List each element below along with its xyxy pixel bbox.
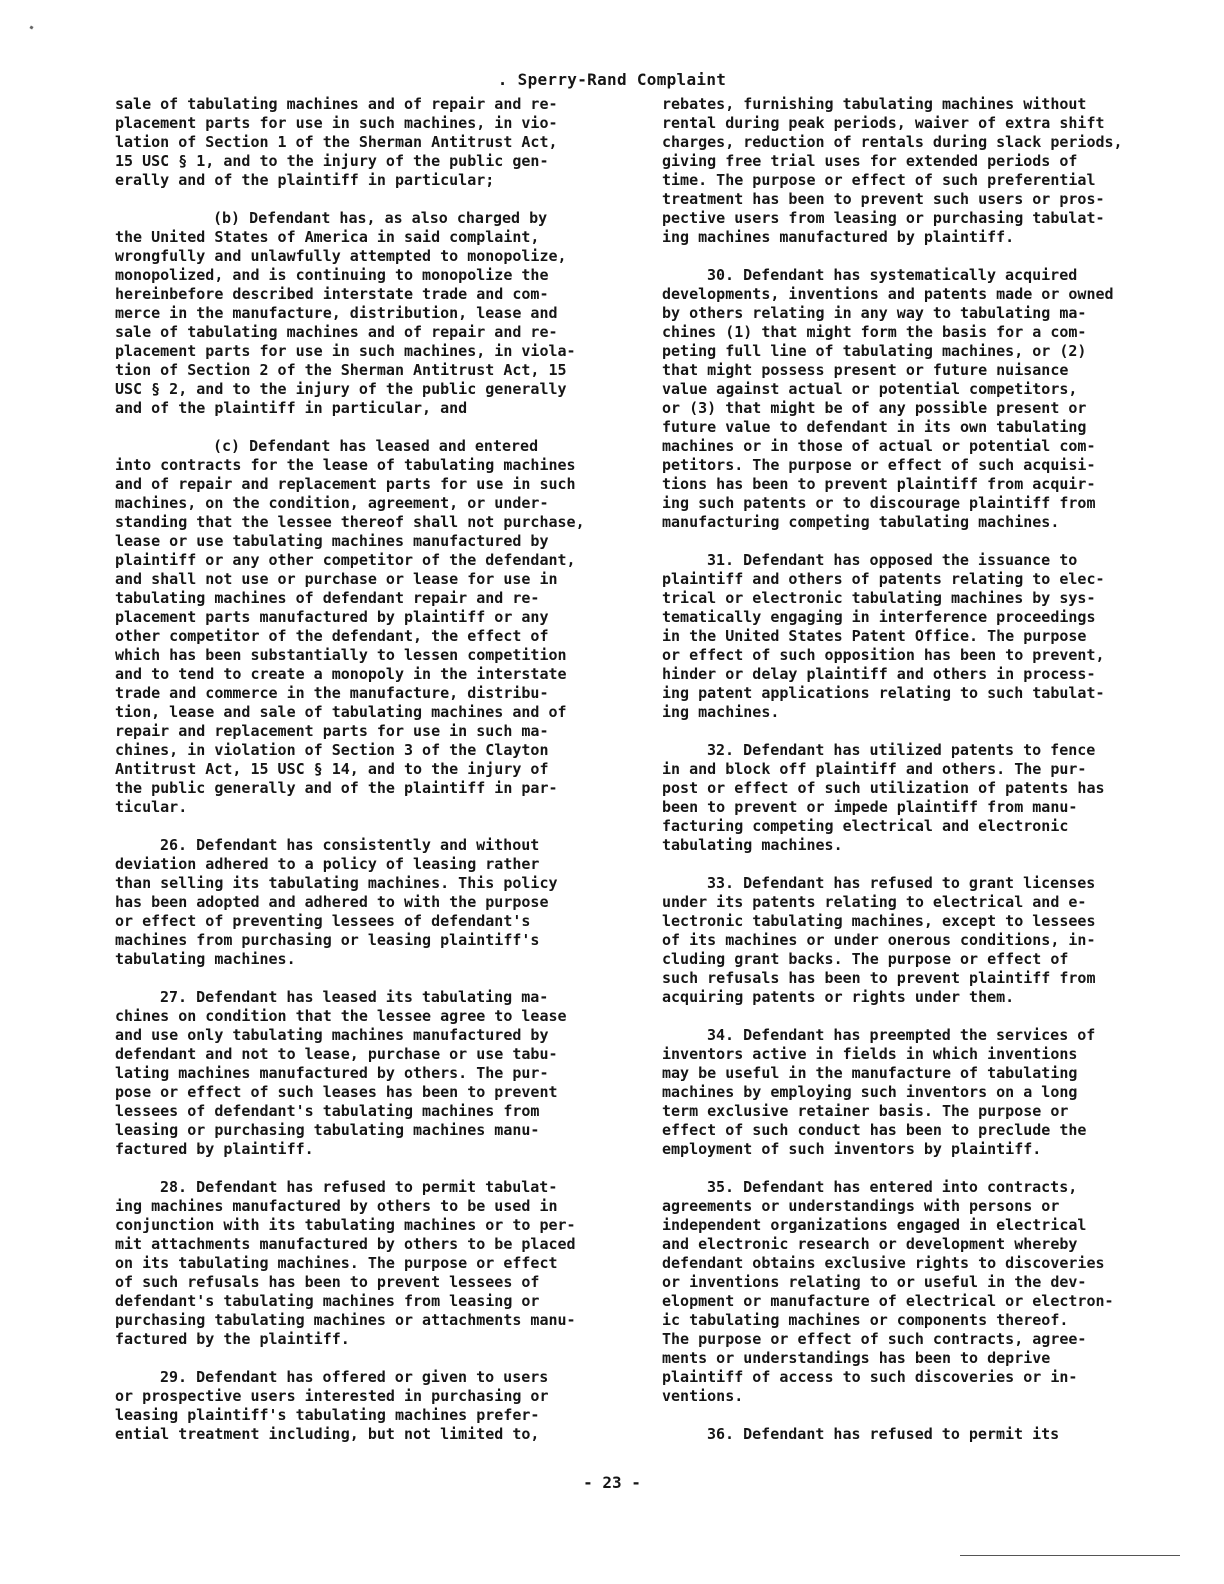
text-line: defendant's tabulating machines from leasing or bbox=[115, 1292, 540, 1310]
text-line: employment of such inventors by plaintiff. bbox=[662, 1140, 1042, 1158]
text-line: in the United States Patent Office. The purpose bbox=[662, 627, 1087, 645]
right-column bbox=[662, 95, 1162, 1463]
text-line: petitors. The purpose or effect of such acquisi- bbox=[662, 456, 1096, 474]
text-line: in and block off plaintiff and others. The pur- bbox=[662, 760, 1087, 778]
page-number: - 23 - bbox=[583, 1473, 641, 1492]
text-line: defendant and not to lease, purchase or use tabu- bbox=[115, 1045, 558, 1063]
text-line: or effect of such opposition has been to prevent, bbox=[662, 646, 1105, 664]
text-line: machines or in those of actual or potential com- bbox=[662, 437, 1096, 455]
text-line: 34. Defendant has preempted the services of bbox=[707, 1026, 1096, 1044]
paragraph bbox=[662, 1026, 1162, 1159]
text-line: 31. Defendant has opposed the issuance to bbox=[707, 551, 1078, 569]
text-line: ventions. bbox=[662, 1387, 744, 1405]
text-line: erally and of the plaintiff in particular; bbox=[115, 171, 495, 189]
text-line: lation of Section 1 of the Sherman Antitrust Act, bbox=[115, 133, 558, 151]
text-line: manufacturing competing tabulating machines. bbox=[662, 513, 1060, 531]
text-line: sale of tabulating machines and of repair and re- bbox=[115, 323, 558, 341]
text-line: post or effect of such utilization of patents has bbox=[662, 779, 1105, 797]
text-line: or prospective users interested in purchasing or bbox=[115, 1387, 549, 1405]
text-line: time. The purpose or effect of such preferential bbox=[662, 171, 1096, 189]
text-line: may be useful in the manufacture of tabulating bbox=[662, 1064, 1078, 1082]
text-line: plaintiff or any other competitor of the defendant, bbox=[115, 551, 576, 569]
text-line: repair and replacement parts for use in such ma- bbox=[115, 722, 549, 740]
text-line: tion, lease and sale of tabulating machines and of bbox=[115, 703, 567, 721]
text-line: (c) Defendant has leased and entered bbox=[213, 437, 539, 455]
text-line: placement parts for use in such machines, in viola- bbox=[115, 342, 576, 360]
text-line: than selling its tabulating machines. This policy bbox=[115, 874, 558, 892]
text-line: ticular. bbox=[115, 798, 188, 816]
text-line: of its machines or under onerous conditions, in- bbox=[662, 931, 1096, 949]
text-line: developments, inventions and patents made or owned bbox=[662, 285, 1114, 303]
text-line: ing machines. bbox=[662, 703, 780, 721]
text-line: inventors active in fields in which inventions bbox=[662, 1045, 1078, 1063]
text-line: and to tend to create a monopoly in the interstate bbox=[115, 665, 567, 683]
text-line: Antitrust Act, 15 USC § 14, and to the injury of bbox=[115, 760, 549, 778]
text-line: placement parts manufactured by plaintiff or any bbox=[115, 608, 549, 626]
text-line: ments or understandings has been to deprive bbox=[662, 1349, 1051, 1367]
text-line: under its patents relating to electrical and e- bbox=[662, 893, 1087, 911]
text-line: been to prevent or impede plaintiff from manu- bbox=[662, 798, 1078, 816]
text-line: tabulating machines. bbox=[662, 836, 843, 854]
text-line: plaintiff and others of patents relating to elec- bbox=[662, 570, 1105, 588]
text-line: facturing competing electrical and electronic bbox=[662, 817, 1069, 835]
paragraph bbox=[662, 95, 1162, 247]
text-line: future value to defendant in its own tabulating bbox=[662, 418, 1087, 436]
paragraph bbox=[115, 209, 615, 418]
text-line: purchasing tabulating machines or attachments manu- bbox=[115, 1311, 576, 1329]
text-line: factured by plaintiff. bbox=[115, 1140, 314, 1158]
text-line: conjunction with its tabulating machines or to per- bbox=[115, 1216, 576, 1234]
paragraph bbox=[662, 266, 1162, 532]
text-line: chines (1) that might form the basis for a com- bbox=[662, 323, 1087, 341]
text-line: The purpose or effect of such contracts, agree- bbox=[662, 1330, 1087, 1348]
paragraph bbox=[115, 95, 615, 190]
paragraph bbox=[115, 1368, 615, 1444]
paragraph bbox=[115, 836, 615, 969]
text-line: ing machines manufactured by others to be used in bbox=[115, 1197, 558, 1215]
text-line: standing that the lessee thereof shall not purchase, bbox=[115, 513, 585, 531]
paragraph bbox=[662, 1178, 1162, 1406]
paragraph bbox=[115, 988, 615, 1159]
text-line: 29. Defendant has offered or given to users bbox=[160, 1368, 549, 1386]
text-line: 15 USC § 1, and to the injury of the public gen- bbox=[115, 152, 549, 170]
text-line: tabulating machines. bbox=[115, 950, 296, 968]
text-line: defendant obtains exclusive rights to discoveries bbox=[662, 1254, 1105, 1272]
text-line: lating machines manufactured by others. The pur- bbox=[115, 1064, 549, 1082]
text-line: charges, reduction of rentals during slack periods, bbox=[662, 133, 1123, 151]
text-line: hinder or delay plaintiff and others in process- bbox=[662, 665, 1096, 683]
paragraph bbox=[115, 437, 615, 817]
text-line: pose or effect of such leases has been to prevent bbox=[115, 1083, 558, 1101]
text-line: other competitor of the defendant, the effect of bbox=[115, 627, 549, 645]
text-line: 36. Defendant has refused to permit its bbox=[707, 1425, 1060, 1443]
text-line: pective users from leasing or purchasing tabulat- bbox=[662, 209, 1105, 227]
text-line: on its tabulating machines. The purpose or effect bbox=[115, 1254, 558, 1272]
text-line: rebates, furnishing tabulating machines without bbox=[662, 95, 1087, 113]
text-line: elopment or manufacture of electrical or electron- bbox=[662, 1292, 1114, 1310]
text-line: and electronic research or development whereby bbox=[662, 1235, 1078, 1253]
text-line: trade and commerce in the manufacture, distribu- bbox=[115, 684, 549, 702]
text-line: 27. Defendant has leased its tabulating ma- bbox=[160, 988, 549, 1006]
text-line: the United States of America in said complaint, bbox=[115, 228, 540, 246]
text-line: (b) Defendant has, as also charged by bbox=[213, 209, 548, 227]
text-line: into contracts for the lease of tabulating machines bbox=[115, 456, 576, 474]
paragraph bbox=[662, 551, 1162, 722]
text-line: and of repair and replacement parts for use in such bbox=[115, 475, 576, 493]
text-line: the public generally and of the plaintiff in par- bbox=[115, 779, 558, 797]
text-line: of such refusals has been to prevent lessees of bbox=[115, 1273, 540, 1291]
text-line: merce in the manufacture, distribution, lease and bbox=[115, 304, 558, 322]
text-line: plaintiff of access to such discoveries or in- bbox=[662, 1368, 1078, 1386]
text-line: ing patent applications relating to such tabulat- bbox=[662, 684, 1105, 702]
text-line: which has been substantially to lessen competition bbox=[115, 646, 567, 664]
scan-mark bbox=[29, 25, 33, 29]
text-line: tions has been to prevent plaintiff from acquir- bbox=[662, 475, 1096, 493]
text-line: machines from purchasing or leasing plaintiff's bbox=[115, 931, 540, 949]
text-line: giving free trial uses for extended periods of bbox=[662, 152, 1078, 170]
text-line: 28. Defendant has refused to permit tabulat- bbox=[160, 1178, 558, 1196]
text-line: placement parts for use in such machines, in vio- bbox=[115, 114, 558, 132]
text-line: machines, on the condition, agreement, or under- bbox=[115, 494, 549, 512]
text-line: sale of tabulating machines and of repair and re- bbox=[115, 95, 558, 113]
text-line: lessees of defendant's tabulating machines from bbox=[115, 1102, 540, 1120]
text-line: leasing or purchasing tabulating machines manu- bbox=[115, 1121, 540, 1139]
text-line: by others relating in any way to tabulating ma- bbox=[662, 304, 1087, 322]
text-line: machines by employing such inventors on a long bbox=[662, 1083, 1078, 1101]
text-line: 33. Defendant has refused to grant licenses bbox=[707, 874, 1096, 892]
text-line: USC § 2, and to the injury of the public generally bbox=[115, 380, 567, 398]
text-line: mit attachments manufactured by others to be placed bbox=[115, 1235, 576, 1253]
text-line: tion of Section 2 of the Sherman Antitrust Act, 15 bbox=[115, 361, 567, 379]
paragraph bbox=[115, 1178, 615, 1349]
text-line: independent organizations engaged in electrical bbox=[662, 1216, 1087, 1234]
text-line: monopolized, and is continuing to monopolize the bbox=[115, 266, 549, 284]
text-line: ing machines manufactured by plaintiff. bbox=[662, 228, 1015, 246]
text-line: or effect of preventing lessees of defendant's bbox=[115, 912, 531, 930]
text-line: hereinbefore described interstate trade and com- bbox=[115, 285, 549, 303]
text-line: 26. Defendant has consistently and without bbox=[160, 836, 540, 854]
paragraph bbox=[662, 874, 1162, 1007]
text-line: ing such patents or to discourage plaintiff from bbox=[662, 494, 1096, 512]
text-line: lease or use tabulating machines manufactured by bbox=[115, 532, 549, 550]
text-line: and of the plaintiff in particular, and bbox=[115, 399, 468, 417]
text-line: and use only tabulating machines manufactured by bbox=[115, 1026, 549, 1044]
text-line: 30. Defendant has systematically acquired bbox=[707, 266, 1078, 284]
text-line: acquiring patents or rights under them. bbox=[662, 988, 1015, 1006]
text-line: 35. Defendant has entered into contracts, bbox=[707, 1178, 1078, 1196]
text-line: and shall not use or purchase or lease for use in bbox=[115, 570, 558, 588]
text-line: value against actual or potential competitors, bbox=[662, 380, 1078, 398]
text-line: agreements or understandings with persons or bbox=[662, 1197, 1060, 1215]
text-line: term exclusive retainer basis. The purpose or bbox=[662, 1102, 1069, 1120]
text-line: lectronic tabulating machines, except to lessees bbox=[662, 912, 1096, 930]
text-line: trical or electronic tabulating machines by sys- bbox=[662, 589, 1096, 607]
text-line: ential treatment including, but not limited to, bbox=[115, 1425, 540, 1443]
footer-rule bbox=[960, 1555, 1180, 1556]
text-line: peting full line of tabulating machines, or (2) bbox=[662, 342, 1087, 360]
text-line: such refusals has been to prevent plaintiff from bbox=[662, 969, 1096, 987]
text-line: chines, in violation of Section 3 of the Clayton bbox=[115, 741, 549, 759]
text-line: or (3) that might be of any possible present or bbox=[662, 399, 1087, 417]
text-line: cluding grant backs. The purpose or effect of bbox=[662, 950, 1069, 968]
text-line: has been adopted and adhered to with the purpose bbox=[115, 893, 549, 911]
paragraph bbox=[662, 1425, 1162, 1444]
text-line: 32. Defendant has utilized patents to fence bbox=[707, 741, 1096, 759]
text-line: deviation adhered to a policy of leasing rather bbox=[115, 855, 540, 873]
page-header: . Sperry-Rand Complaint bbox=[497, 70, 727, 89]
paragraph bbox=[662, 741, 1162, 855]
text-line: or inventions relating to or useful in the dev- bbox=[662, 1273, 1087, 1291]
text-line: chines on condition that the lessee agree to lease bbox=[115, 1007, 567, 1025]
text-line: factured by the plaintiff. bbox=[115, 1330, 350, 1348]
text-line: tematically engaging in interference proceedings bbox=[662, 608, 1096, 626]
text-line: leasing plaintiff's tabulating machines prefer- bbox=[115, 1406, 540, 1424]
text-line: rental during peak periods, waiver of extra shift bbox=[662, 114, 1105, 132]
text-line: treatment has been to prevent such users or pros- bbox=[662, 190, 1105, 208]
text-line: that might possess present or future nuisance bbox=[662, 361, 1069, 379]
left-column bbox=[115, 95, 615, 1463]
text-line: tabulating machines of defendant repair and re- bbox=[115, 589, 540, 607]
text-line: wrongfully and unlawfully attempted to monopolize, bbox=[115, 247, 567, 265]
text-line: effect of such conduct has been to preclude the bbox=[662, 1121, 1087, 1139]
text-line: ic tabulating machines or components thereof. bbox=[662, 1311, 1069, 1329]
